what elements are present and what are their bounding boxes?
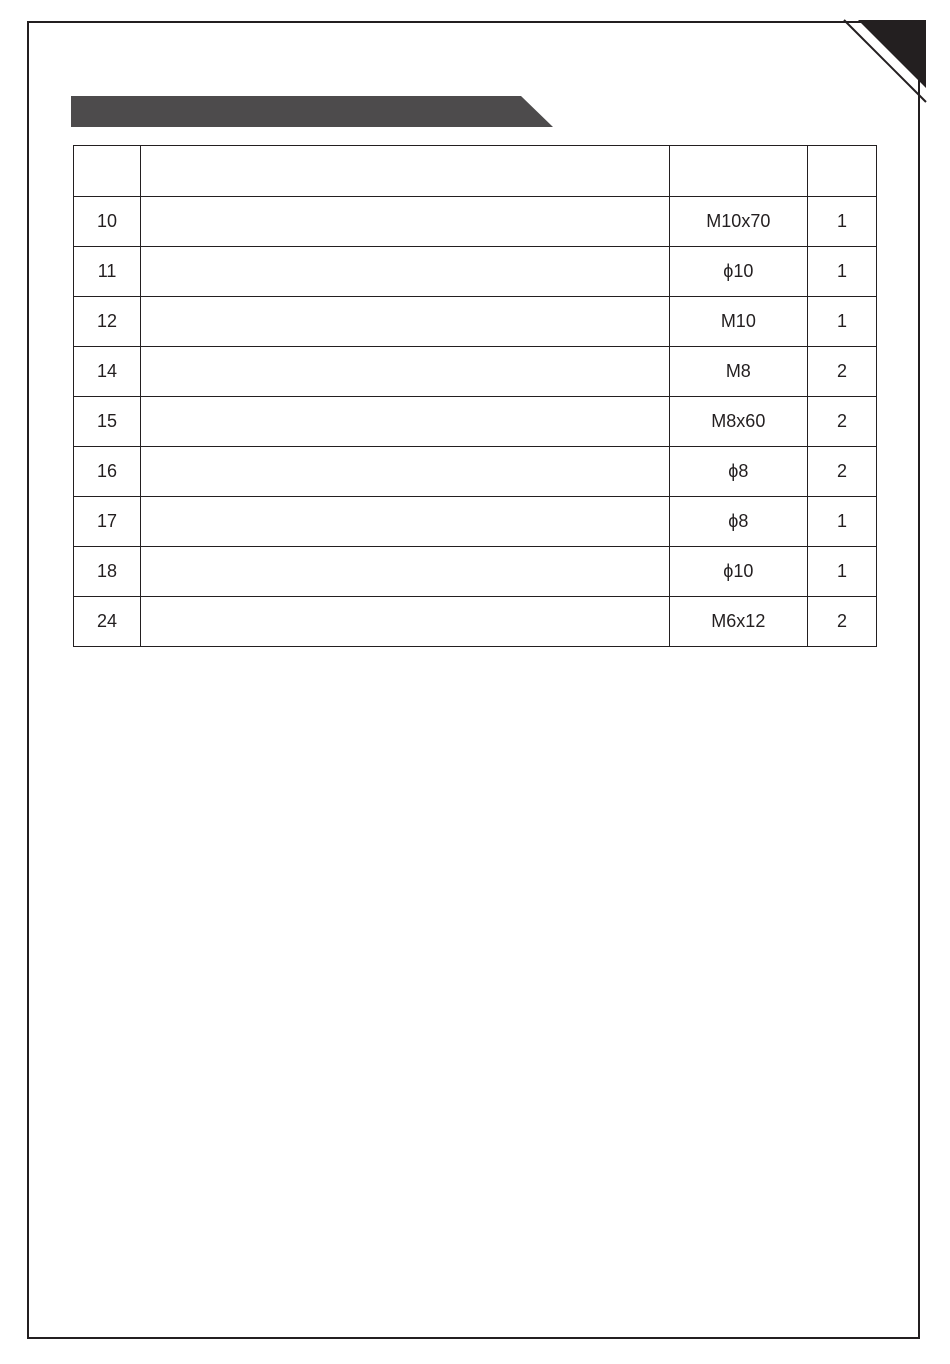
- parts-table: [73, 145, 877, 647]
- table-row: [74, 547, 877, 597]
- part-number: 24: [74, 597, 141, 647]
- part-number: 16: [74, 447, 141, 497]
- part-spec: M8: [669, 347, 807, 397]
- header-spec: [669, 146, 807, 197]
- part-qty: 2: [807, 397, 876, 447]
- part-qty: 1: [807, 197, 876, 247]
- part-qty: 2: [807, 347, 876, 397]
- part-qty: 1: [807, 547, 876, 597]
- header-no: [74, 146, 141, 197]
- page-corner-fold: [840, 18, 926, 104]
- table-row: [74, 297, 877, 347]
- table-row: [74, 347, 877, 397]
- table-row: [74, 247, 877, 297]
- part-qty: 2: [807, 597, 876, 647]
- part-description: [141, 197, 670, 247]
- table-row: [74, 397, 877, 447]
- table-row: [74, 197, 877, 247]
- table-row: [74, 447, 877, 497]
- part-spec: M10x70: [669, 197, 807, 247]
- part-description: [141, 497, 670, 547]
- section-header-bar: [71, 96, 553, 127]
- part-qty: 2: [807, 447, 876, 497]
- part-spec: M8x60: [669, 397, 807, 447]
- part-number: 17: [74, 497, 141, 547]
- part-qty: 1: [807, 247, 876, 297]
- header-description: [141, 146, 670, 197]
- part-spec: ϕ10: [669, 547, 807, 597]
- part-description: [141, 547, 670, 597]
- table-header-row: [74, 146, 877, 197]
- header-qty: [807, 146, 876, 197]
- part-description: [141, 297, 670, 347]
- corner-fold-fill: [858, 20, 926, 88]
- part-number: 11: [74, 247, 141, 297]
- part-description: [141, 397, 670, 447]
- part-number: 10: [74, 197, 141, 247]
- part-number: 18: [74, 547, 141, 597]
- part-spec: ϕ10: [669, 247, 807, 297]
- table-row: [74, 497, 877, 547]
- part-spec: ϕ8: [669, 447, 807, 497]
- part-spec: M6x12: [669, 597, 807, 647]
- part-qty: 1: [807, 497, 876, 547]
- part-spec: ϕ8: [669, 497, 807, 547]
- part-description: [141, 597, 670, 647]
- part-number: 14: [74, 347, 141, 397]
- part-number: 12: [74, 297, 141, 347]
- part-description: [141, 347, 670, 397]
- part-qty: 1: [807, 297, 876, 347]
- part-description: [141, 247, 670, 297]
- part-number: 15: [74, 397, 141, 447]
- part-description: [141, 447, 670, 497]
- part-spec: M10: [669, 297, 807, 347]
- table-row: [74, 597, 877, 647]
